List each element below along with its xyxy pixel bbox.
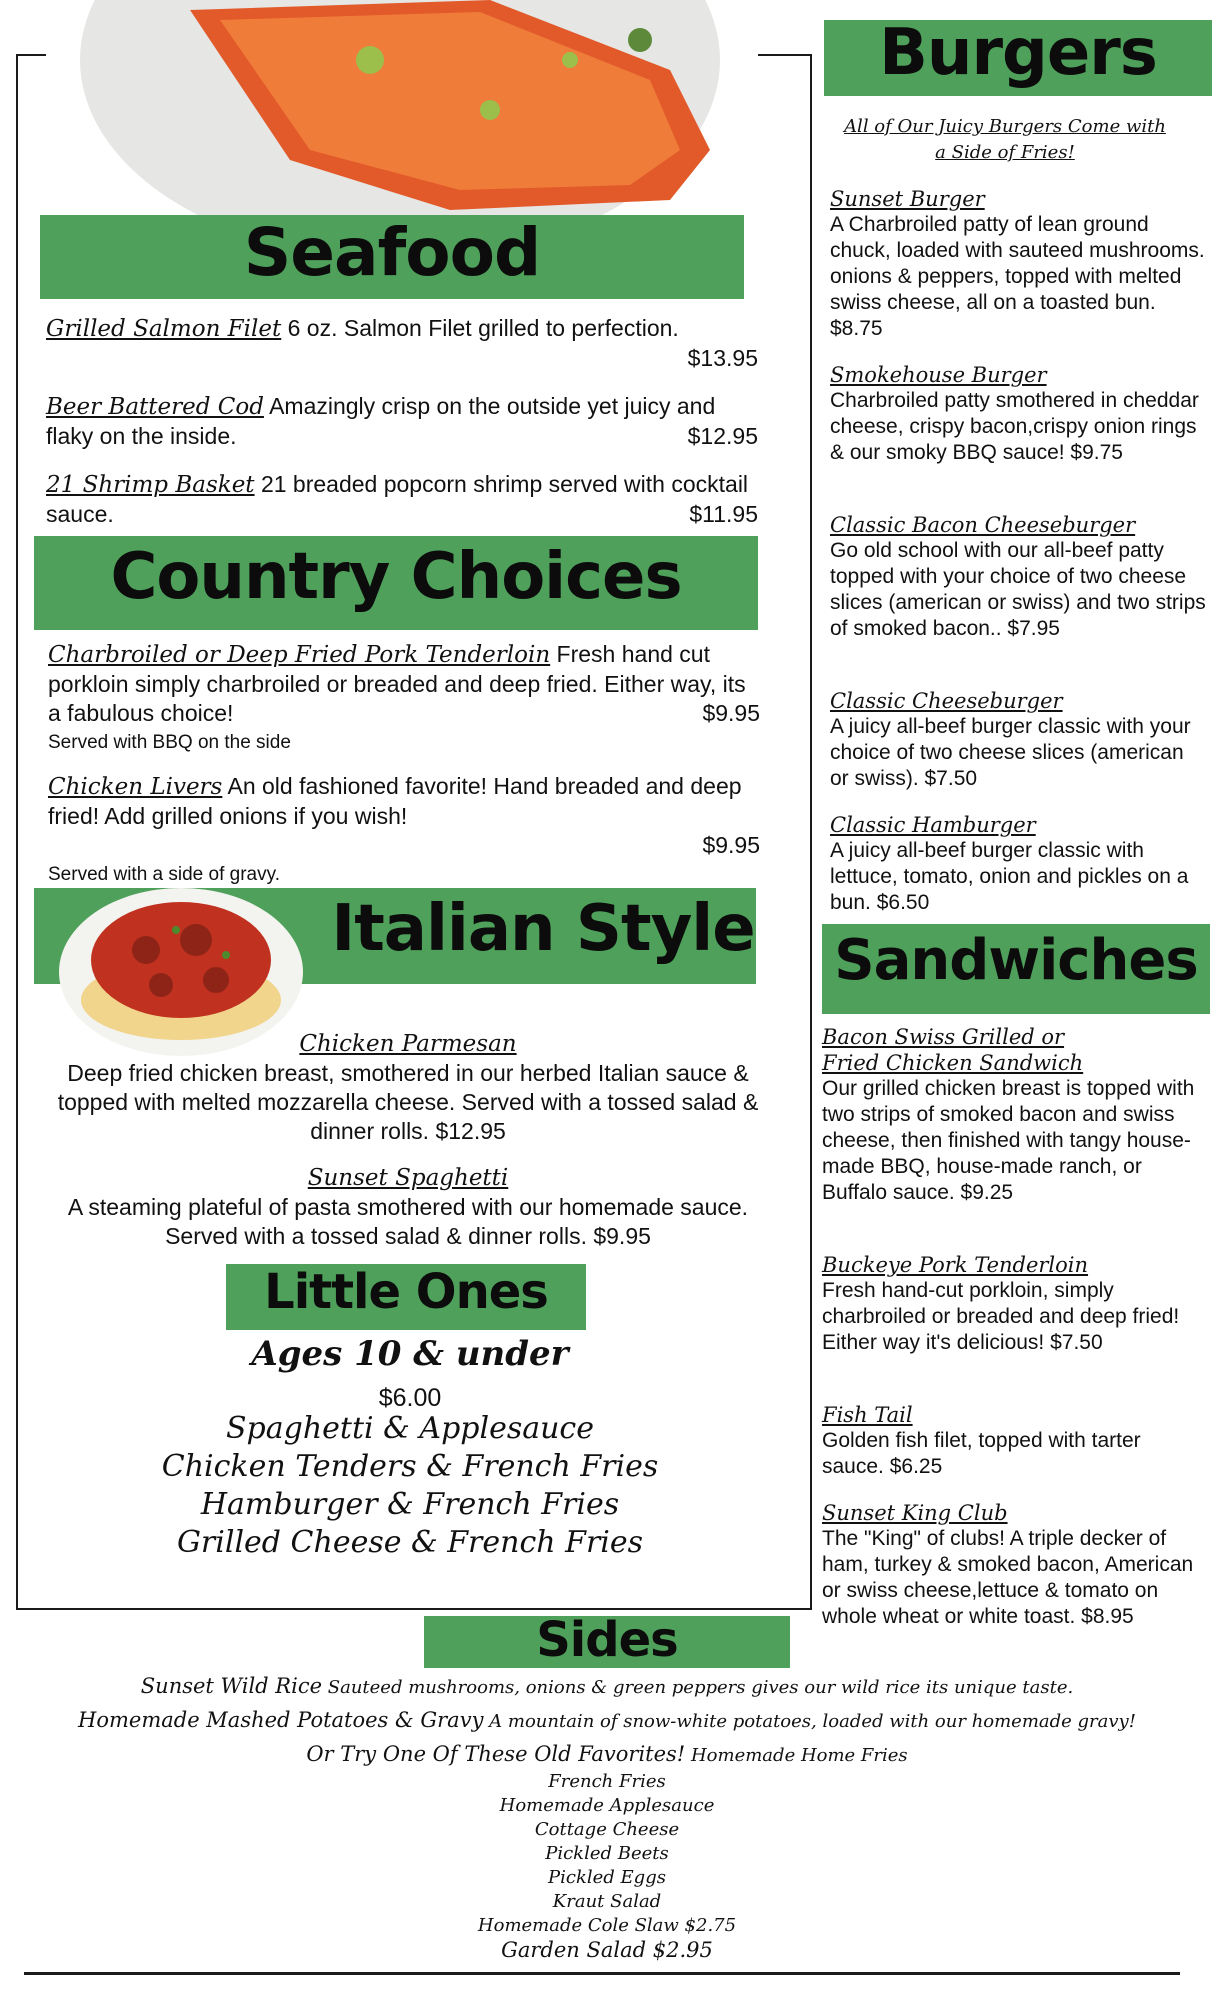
italian-title: Italian Style: [331, 892, 755, 966]
little-item: Grilled Cheese & French Fries: [176, 1525, 644, 1560]
item-price: $9.95: [702, 832, 760, 858]
item-desc: Deep fried chicken breast, smothered in our herbed Italian sauce & topped with melted mozzarella cheese. Served with a tossed salad & dinner rolls. $12.95: [57, 1060, 759, 1144]
italian-item-2: [52, 1164, 764, 1251]
item-desc: Go old school with our all-beef patty topped with your choice of two cheese slices (american or swiss) and two strips of smoked bacon.. $7.95: [830, 539, 1206, 640]
item-price: $13.95: [687, 345, 758, 371]
sides-line-3: [20, 1742, 1194, 1766]
side-name: Sunset Wild Rice: [140, 1674, 323, 1698]
item-name: Charbroiled or Deep Fried Pork Tenderloin: [48, 642, 551, 668]
item-price: $11.95: [689, 501, 758, 527]
sides-title: Sides: [536, 1612, 678, 1668]
item-desc: A juicy all-beef burger classic with your choice of two cheese slices (american or swiss). $7.50: [830, 715, 1191, 790]
sandwich-item-2: [822, 1252, 1206, 1356]
burgers-title: Burgers: [879, 16, 1157, 90]
item-name: Classic Hamburger: [830, 813, 1036, 837]
side-item: Garden Salad $2.95: [501, 1938, 713, 1962]
little-items: [140, 1410, 680, 1562]
country-item-2: [48, 772, 760, 889]
side-item: Homemade Cole Slaw $2.75: [477, 1915, 737, 1936]
item-price: $9.95: [702, 700, 760, 726]
sandwich-item-4: [822, 1500, 1206, 1630]
burgers-note: All of Our Juicy Burgers Come with a Side of Fries!: [844, 116, 1166, 163]
item-desc: Amazingly crisp on the outside yet juicy and flaky on the inside.: [46, 393, 716, 449]
item-desc: 6 oz. Salmon Filet grilled to perfection.: [281, 315, 679, 341]
side-item: Pickled Eggs: [548, 1867, 666, 1888]
item-price: $12.95: [687, 423, 758, 449]
item-desc: Fresh hand cut porkloin simply charbroiled or breaded and deep fried. Either way, its a fabulous choice!: [48, 641, 746, 726]
item-name: Buckeye Pork Tenderloin: [822, 1253, 1089, 1277]
item-name: Bacon Swiss Grilled or Fried Chicken Sandwich: [822, 1025, 1084, 1075]
item-name: Sunset King Club: [822, 1501, 1008, 1525]
seafood-item-2: [46, 392, 758, 451]
side-name: Homemade Mashed Potatoes & Gravy: [78, 1708, 484, 1732]
little-price: $6.00: [378, 1384, 442, 1412]
country-title: Country Choices: [110, 540, 682, 614]
little-item: Spaghetti & Applesauce: [226, 1411, 594, 1446]
little-item: Hamburger & French Fries: [200, 1487, 620, 1522]
sides-line-1: [20, 1674, 1194, 1698]
side-item: Homemade Applesauce: [499, 1795, 715, 1816]
side-desc: Sauteed mushrooms, onions & green peppers gives our wild rice its unique taste.: [322, 1677, 1074, 1698]
item-desc: The "King" of clubs! A triple decker of ham, turkey & smoked bacon, American or swiss cheese,lettuce & tomato on whole wheat or white toast. $8.95: [822, 1527, 1194, 1628]
item-name: Sunset Burger: [830, 187, 985, 211]
sides-line-2: [20, 1708, 1194, 1732]
sandwich-item-1: [822, 1024, 1206, 1206]
item-desc: A Charbroiled patty of lean ground chuck, loaded with sauteed mushrooms. onions & peppers, topped with melted swiss cheese, all on a toasted bun. $8.75: [830, 213, 1205, 340]
item-name: Grilled Salmon Filet: [46, 316, 282, 342]
item-desc: Charbroiled patty smothered in cheddar cheese, crispy bacon,crispy onion rings & our smoky BBQ sauce! $9.75: [830, 389, 1199, 464]
side-desc: A mountain of snow-white potatoes, loaded with our homemade gravy!: [483, 1711, 1136, 1732]
little-item: Chicken Tenders & French Fries: [161, 1449, 659, 1484]
item-desc: A steaming plateful of pasta smothered with our homemade sauce. Served with a tossed salad & dinner rolls. $9.95: [67, 1194, 749, 1249]
burger-item-5: [830, 812, 1206, 916]
item-desc: Golden fish filet, topped with tarter sauce. $6.25: [822, 1429, 1141, 1478]
item-desc: 21 breaded popcorn shrimp served with cocktail sauce.: [46, 471, 749, 527]
frame-top-left: [16, 54, 46, 56]
item-name: 21 Shrimp Basket: [46, 472, 255, 498]
item-desc: Our grilled chicken breast is topped with two strips of smoked bacon and swiss cheese, then finished with tangy house-made BBQ, house-made ranch, or Buffalo sauce. $9.25: [822, 1077, 1195, 1204]
seafood-item-3: [46, 470, 758, 529]
salmon-photo: [70, 0, 720, 215]
item-name: Classic Cheeseburger: [830, 689, 1063, 713]
burger-item-1: [830, 186, 1206, 342]
little-title: Little Ones: [264, 1264, 548, 1320]
side-item: French Fries: [548, 1771, 666, 1792]
seafood-title: Seafood: [243, 214, 541, 291]
sides-list: [400, 1770, 814, 1962]
side-item: Cottage Cheese: [534, 1819, 680, 1840]
bottom-rule: [24, 1972, 1180, 1975]
side-item: Kraut Salad: [552, 1891, 662, 1912]
seafood-item-1: [46, 314, 758, 373]
italian-item-1: [52, 1030, 764, 1146]
item-desc: An old fashioned favorite! Hand breaded and deep fried! Add grilled onions if you wish!: [48, 773, 742, 829]
side-desc: Homemade Home Fries: [685, 1745, 908, 1766]
sandwiches-title: Sandwiches: [834, 928, 1198, 993]
sandwich-item-3: [822, 1402, 1206, 1480]
item-desc: Fresh hand-cut porkloin, simply charbroiled or breaded and deep fried! Either way it's delicious! $7.50: [822, 1279, 1180, 1354]
burger-item-2: [830, 362, 1206, 466]
item-note: Served with a side of gravy.: [48, 864, 280, 885]
item-name: Chicken Livers: [48, 774, 223, 800]
item-name: Beer Battered Cod: [46, 394, 264, 420]
burger-item-3: [830, 512, 1206, 642]
item-name: Chicken Parmesan: [299, 1031, 517, 1057]
item-name: Smokehouse Burger: [830, 363, 1047, 387]
burger-item-4: [830, 688, 1206, 792]
item-name: Classic Bacon Cheeseburger: [830, 513, 1136, 537]
frame-top-right: [758, 54, 810, 56]
little-subtitle: Ages 10 & under: [251, 1334, 569, 1374]
item-name: Sunset Spaghetti: [307, 1165, 509, 1191]
item-name: Fish Tail: [822, 1403, 913, 1427]
side-item: Pickled Beets: [545, 1843, 669, 1864]
country-item-1: [48, 640, 760, 757]
side-name: Or Try One Of These Old Favorites!: [306, 1742, 686, 1766]
item-desc: A juicy all-beef burger classic with lettuce, tomato, onion and pickles on a bun. $6.50: [830, 839, 1189, 914]
item-note: Served with BBQ on the side: [48, 732, 291, 753]
